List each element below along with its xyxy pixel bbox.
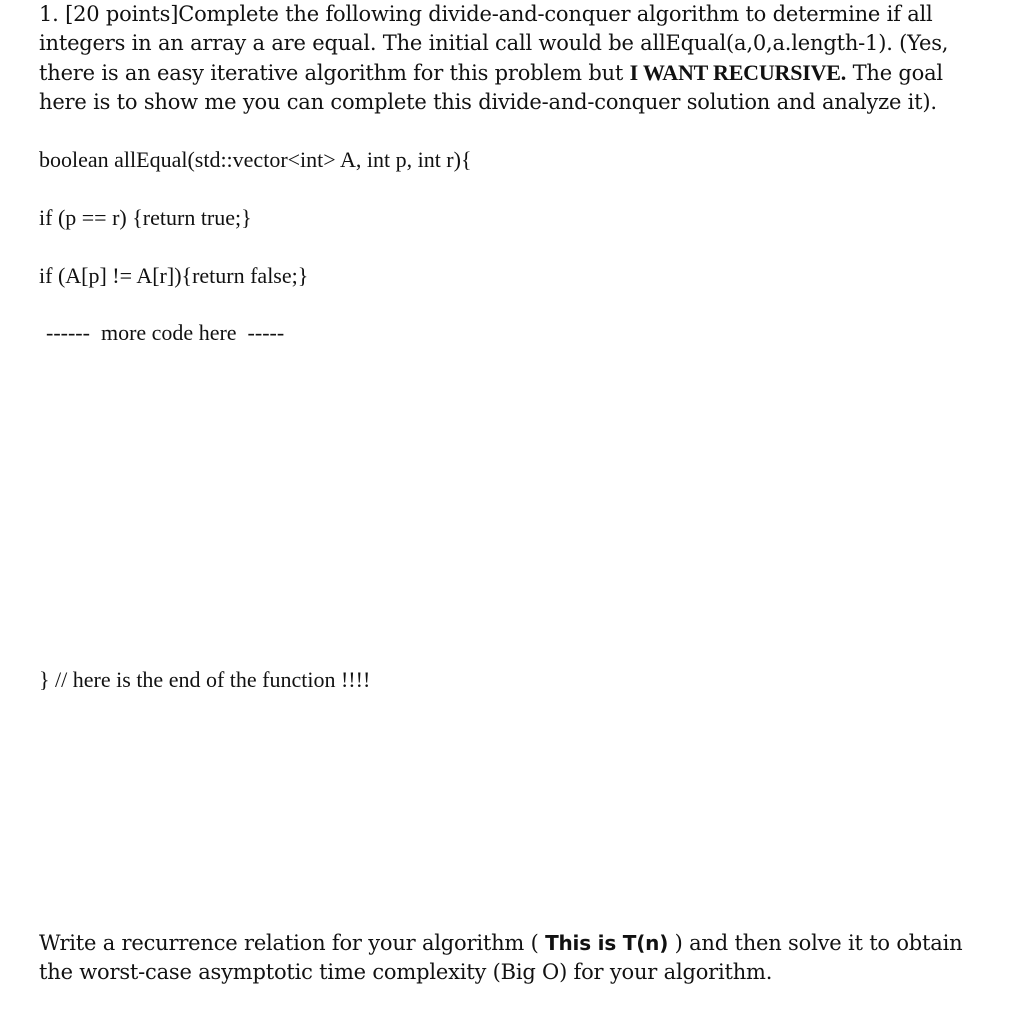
recurrence-prompt — [39, 929, 999, 987]
answer-blank-space — [39, 360, 979, 650]
recurrence-line-1 — [39, 929, 999, 958]
tn-emphasis: This is T(n) — [545, 931, 669, 955]
question-line-4: here is to show me you can complete this divide-and-conquer solution and analyze it). — [39, 90, 937, 114]
question-line-3-end: The goal — [846, 61, 943, 85]
function-end-line: } // here is the end of the function !!!! — [39, 667, 371, 692]
recurrence-line-1-end: ) and then solve it to obtain — [668, 931, 963, 955]
compare-case-line: if (A[p] != A[r]){return false;} — [39, 263, 309, 288]
recurrence-line-1-start: Write a recurrence relation for your algorithm ( — [39, 931, 546, 955]
base-case-line: if (p == r) {return true;} — [39, 205, 252, 230]
recurrence-line-2: the worst-case asymptotic time complexity (Big O) for your algorithm. — [39, 960, 773, 984]
question-line-1: 1. [20 points]Complete the following divide-and-conquer algorithm to determine if all — [39, 2, 933, 26]
question-line-3 — [39, 58, 989, 88]
function-signature: boolean allEqual(std::vector<int> A, int p, int r){ — [39, 147, 472, 172]
question-prompt — [39, 0, 989, 117]
more-code-placeholder: ------ more code here ----- — [46, 320, 285, 345]
recursive-emphasis: I WANT RECURSIVE. — [629, 60, 847, 85]
question-line-3-start: there is an easy iterative algorithm for this problem but — [39, 61, 630, 85]
question-line-2: integers in an array a are equal. The initial call would be allEqual(a,0,a.length-1). (Yes, — [39, 31, 949, 55]
